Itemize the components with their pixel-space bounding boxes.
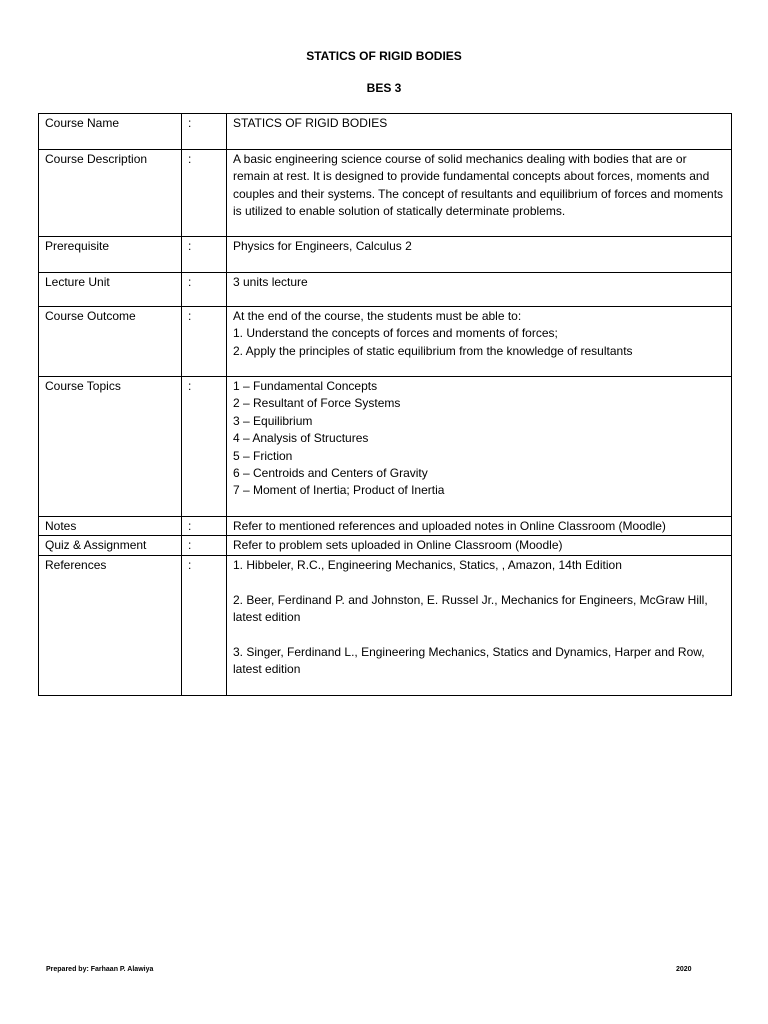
row-label: Course Outcome xyxy=(39,307,182,377)
row-value xyxy=(227,150,732,237)
value-line: Physics for Engineers, Calculus 2 xyxy=(233,239,412,253)
topic-item: 6 – Centroids and Centers of Gravity xyxy=(233,466,428,481)
row-colon: : xyxy=(182,237,227,273)
row-label: References xyxy=(39,555,182,695)
value-line: Refer to problem sets uploaded in Online Classroom (Moodle) xyxy=(233,538,563,553)
topic-item: 4 – Analysis of Structures xyxy=(233,431,369,446)
topic-item: 2 – Resultant of Force Systems xyxy=(233,396,401,411)
reference-item: 3. Singer, Ferdinand L., Engineering Mechanics, Statics and Dynamics, Harper and Row, latest edition xyxy=(233,644,705,677)
row-label: Prerequisite xyxy=(39,237,182,273)
value-line: At the end of the course, the students must be able to: xyxy=(233,309,522,323)
row-value xyxy=(227,114,732,150)
row-course-outcome xyxy=(39,307,732,377)
row-colon: : xyxy=(182,307,227,377)
row-label: Lecture Unit xyxy=(39,273,182,307)
row-label: Course Topics xyxy=(39,377,182,517)
row-label: Notes xyxy=(39,517,182,536)
row-label: Course Description xyxy=(39,150,182,237)
footer-year: 2020 xyxy=(676,966,692,973)
topic-item: 3 – Equilibrium xyxy=(233,413,313,428)
row-course-name xyxy=(39,114,732,150)
row-value xyxy=(227,536,732,555)
row-colon: : xyxy=(182,114,227,150)
document-title: STATICS OF RIGID BODIES xyxy=(306,49,462,63)
topic-item: 7 – Moment of Inertia; Product of Inertia xyxy=(233,483,445,498)
row-colon: : xyxy=(182,536,227,555)
row-colon: : xyxy=(182,273,227,307)
prepared-by: Prepared by: Farhaan P. Alawiya xyxy=(46,966,154,973)
row-label: Quiz & Assignment xyxy=(39,536,182,555)
row-value xyxy=(227,517,732,536)
row-references xyxy=(39,555,732,695)
row-course-topics xyxy=(39,377,732,517)
row-value xyxy=(227,237,732,273)
row-lecture-unit xyxy=(39,273,732,307)
value-line: 2. Apply the principles of static equilibrium from the knowledge of resultants xyxy=(233,343,633,358)
value-line: STATICS OF RIGID BODIES xyxy=(233,116,388,130)
course-code: BES 3 xyxy=(366,81,402,95)
row-value xyxy=(227,377,732,517)
topic-item: 1 – Fundamental Concepts xyxy=(233,379,378,393)
row-colon: : xyxy=(182,517,227,536)
row-colon: : xyxy=(182,377,227,517)
syllabus-table xyxy=(38,113,732,696)
value-line: 1. Understand the concepts of forces and moments of forces; xyxy=(233,326,558,341)
row-quiz-assignment xyxy=(39,536,732,555)
value-line: Refer to mentioned references and uploaded notes in Online Classroom (Moodle) xyxy=(233,519,666,533)
row-prerequisite xyxy=(39,237,732,273)
topic-item: 5 – Friction xyxy=(233,448,293,463)
row-value xyxy=(227,307,732,377)
row-colon: : xyxy=(182,555,227,695)
value-line: 3 units lecture xyxy=(233,275,308,289)
row-value xyxy=(227,273,732,307)
row-colon: : xyxy=(182,150,227,237)
description-text: A basic engineering science course of solid mechanics dealing with bodies that are or remain at rest. It is designed to provide fundamental concepts about forces, moments and couples and their systems. The concept of resultants and equilibrium of forces and moments is utilized to enable solution of statically determinate problems. xyxy=(233,152,724,219)
reference-item: 1. Hibbeler, R.C., Engineering Mechanics, Statics, , Amazon, 14th Edition xyxy=(233,557,622,572)
row-notes xyxy=(39,517,732,536)
row-label: Course Name xyxy=(39,114,182,150)
row-value xyxy=(227,555,732,695)
reference-item: 2. Beer, Ferdinand P. and Johnston, E. Russel Jr., Mechanics for Engineers, McGraw Hill, latest edition xyxy=(233,592,708,625)
row-course-description xyxy=(39,150,732,237)
